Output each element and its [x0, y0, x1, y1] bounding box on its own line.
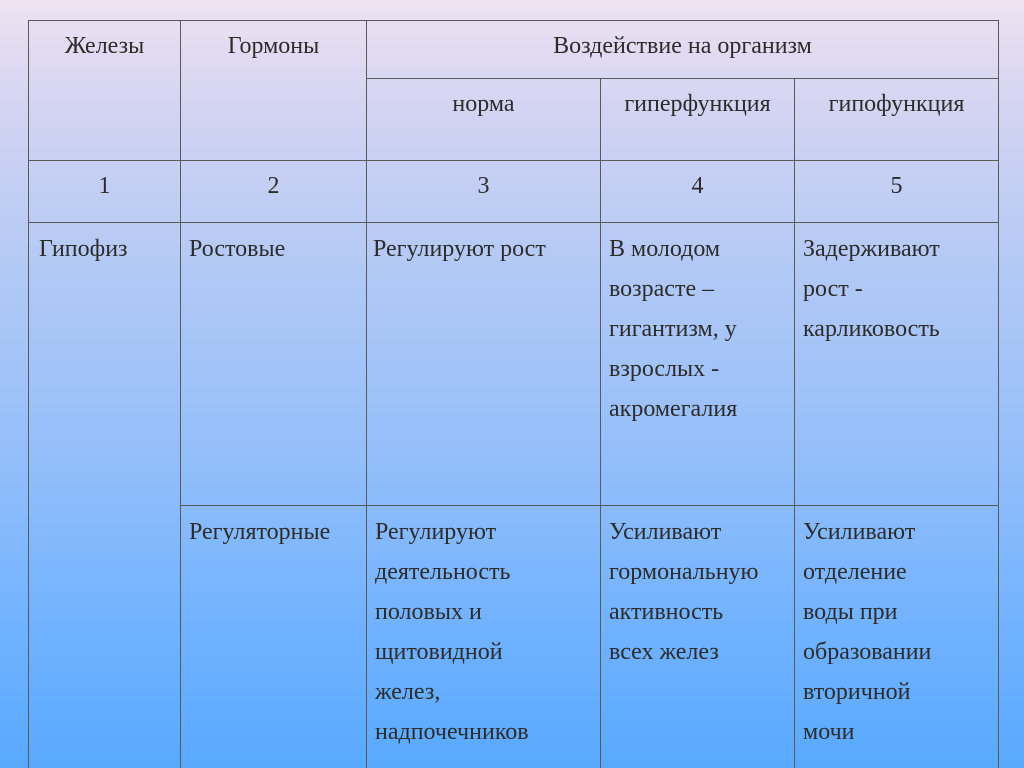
text-line: акромегалия [609, 396, 738, 422]
text-line: Регулируют [375, 519, 497, 545]
text-line: возрасте – [609, 276, 715, 302]
hormone-regulatory-cell: Регуляторные [181, 506, 367, 768]
text-line: щитовидной [375, 639, 503, 665]
text-line: желез, [375, 679, 441, 705]
hormone-growth-cell: Ростовые [181, 223, 367, 506]
header-hyperfunction: гиперфункция [601, 79, 795, 161]
text-line: карликовость [803, 316, 940, 342]
text-line: Усиливают [803, 519, 916, 545]
gland-cell: Гипофиз [29, 223, 181, 768]
column-number-2: 2 [181, 161, 367, 223]
column-number-5: 5 [795, 161, 999, 223]
norm-growth-cell: Регулируют рост [367, 223, 601, 506]
text-line: Задерживают [803, 236, 940, 262]
text-line: надпочечников [375, 719, 529, 745]
column-number-1: 1 [29, 161, 181, 223]
hypo-growth-cell [795, 223, 999, 506]
text-line: В молодом [609, 236, 721, 262]
header-effect: Воздействие на организм [367, 21, 999, 79]
hyper-regulatory-cell [601, 506, 795, 768]
text-line: вторичной [803, 679, 911, 705]
text-line: мочи [803, 719, 855, 745]
hyper-growth-cell [601, 223, 795, 506]
text-line: отделение [803, 559, 907, 585]
text-line: рост - [803, 276, 863, 302]
header-glands: Железы [29, 21, 181, 161]
hormones-table [28, 20, 999, 768]
text-line: образовании [803, 639, 932, 665]
text-line: взрослых - [609, 356, 720, 382]
text-line: половых и [375, 599, 482, 625]
header-hormones: Гормоны [181, 21, 367, 161]
text-line: гигантизм, у [609, 316, 737, 342]
text-line: активность [609, 599, 724, 625]
column-number-4: 4 [601, 161, 795, 223]
text-line: воды при [803, 599, 898, 625]
header-hypofunction: гипофункция [795, 79, 999, 161]
header-norm: норма [367, 79, 601, 161]
text-line: всех желез [609, 639, 719, 665]
text-line: Усиливают [609, 519, 722, 545]
column-number-3: 3 [367, 161, 601, 223]
hypo-regulatory-cell [795, 506, 999, 768]
norm-regulatory-cell [367, 506, 601, 768]
text-line: деятельность [375, 559, 511, 585]
text-line: гормональную [609, 559, 759, 585]
